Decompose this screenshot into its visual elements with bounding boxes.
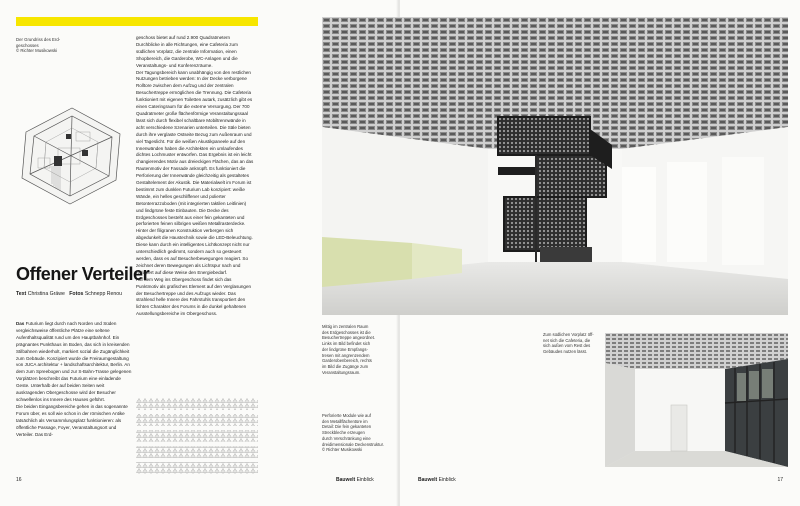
paragraph: geschoss bietet auf rund 2.900 Quadratmetern Durchblicke in alle Richtungen, eine Cafeteria zum südlichen Vorplatz, die zentrale Information, einen Shopbereich, die Garderobe, WC-Anlagen und die Veranstaltungs- und Konferenzräume. — [136, 35, 238, 68]
caption-line: © Richter Musikowski — [16, 48, 58, 54]
caption-line: Detail: Die fein gekanteten — [322, 424, 372, 430]
floorplan-drawing — [16, 104, 124, 208]
paragraph: Auf dem Weg ins Obergeschoss findet sich das Punktmotiv als grafisches Element auf den Verglasungen der Besuchertreppe und des Aufzugs wieder. Das strahlend helle Innere des Fahrstuhls transportiert den lichten Charakter des Forums in die dunkel gehaltenen Ausstellungsbereiche im Obergeschoss. — [136, 276, 252, 317]
interior-photo-forum — [322, 17, 788, 315]
caption-line: Perforierte Module wie auf — [322, 413, 371, 418]
page-number-left: 16 — [16, 477, 22, 483]
yellow-header-bar — [16, 17, 258, 26]
article-credits — [16, 291, 122, 297]
article-title: Offener Verteiler — [16, 264, 150, 284]
photo-caption-cafeteria — [543, 332, 601, 355]
section-name: Einblick — [438, 477, 456, 483]
paragraph-text: Futurium liegt durch nach Norden und Süden vergleichsweise öffentliche Plätze eine seltene Aufenthaltsqualität rund um den Hauptbahnhof. Ein prägnantes Punkthaus im Boden, das sich in kreisenden Stilbahnen wiederholt, markiert sozial die Zugänglichkeit zum Gebäude. Konzipiert wurde die Freiraumgestaltung von JUCA architektur + landschaftsarchitektur, Berlin. An dem zum Spreebogen und zur S-Bahn-Trasse gelegenen Vorplätzen beschreibt das Futurium eine einladende Geste. Unterhalb der auf beiden Seiten weit auskragenden Obergeschosse wird der Besucher schwellenlos ins Innere des Hauses geführt. — [16, 321, 132, 402]
running-footer-left — [336, 477, 374, 483]
credit-label-text: Text — [16, 291, 27, 297]
paragraph: Die beiden Eingangsbereiche gehen in das sogenannte Forum über, es soll wie schon in der römischen Antike tatsächlich als Versammlungsplatz funktionieren: als öffentliche Passage, Foyer, Veranstaltungsort und Verteiler. Das Erd- — [16, 403, 128, 437]
caption-line: Garderobenbereich, rechts — [322, 358, 372, 364]
caption-line: Mittig im zentralen Raum — [322, 324, 369, 329]
caption-line: der lindgrüne Empfangs- — [322, 346, 368, 352]
caption-line: geschosses — [16, 42, 39, 48]
caption-line: net sich die Cafeteria, die — [543, 337, 591, 343]
floorplan-caption — [16, 37, 76, 54]
caption-line: des Erdgeschosses ist die — [322, 329, 371, 335]
caption-line: durch Verschränkung eine — [322, 435, 371, 441]
running-footer-right — [418, 477, 456, 483]
caption-line: Zum südlichen Vorplatz öff- — [543, 332, 594, 337]
text-column-1 — [16, 321, 134, 497]
paragraph: Der Tagungsbereich kann unabhängig von den restlichen Nutzungen betrieben werden: In der Decke verborgene Rolltore zwischen dem Aufzug und der zentralen Besuchertreppe ermöglichen die Trennung. Die Cafeteria funktioniert mit eigenen Toiletten autark, zusätzlich gibt es einen Cateringraum für die externe Versorgung. Der 700 Quadratmeter große flächenförmige Veranstaltungssaal lässt sich durch flexibel schaltbare Mobiltrennwände in acht verschiedene Szenarien unterteilen. Die Säle bieten durch ihre verglaste Ostseite Bezug zum Außenraum und viel Tageslicht. Für die weißen Akustikpaneele auf den Innenwänden haben die Architekten ein umlaufendes dichtes Lochmuster entworfen. Das Ergebnis ist ein leicht changierendes Motiv aus dreieckigen Flächen, das an das Rautenmotiv der Fassade anknüpft. Es funktioniert die Perforierung der Innenwände gleichzeitig als gestaltetes Gestaltelement der Akustik. Die Materialwelt im Forum ist bestimmt zum dunklen Futurium Lab konzipiert: weiße Wände, ein helles geschliffener und polierter Betonterrazzoboden (mit integrierten taktilen Leitlinien) und lindgrüne feste Einbauten. Die Decke des Erdgeschosses besteht aus einer fein gekanteten und perforierten feinen silbrigen weißen Metallrasterdecke. Hinter der filigranen Konstruktion verbergen sich abgedunkelt die Haustechnik sowie die LED-Beleuchtung. Diese kann durch ein intelligentes Lichtkonzept nicht nur unterschiedlich gedimmt, sondern auch so gesteuert werden, dass es auf Besucherbewegungen reagiert. So zeichnet deren Bewegungen als Lichtspur nach und reduziert auf diese Weise den Energiebedarf. — [136, 69, 254, 275]
brand-name: Bauwelt — [418, 477, 438, 483]
caption-line: © Richter Musikowski — [322, 447, 363, 453]
credit-author: Christina Gräwe — [27, 291, 65, 297]
credit-label-photos: Fotos — [69, 291, 84, 297]
caption-line: Streckbleche erzeugen — [322, 430, 365, 436]
credit-photographer: Schnepp Renou — [84, 291, 123, 297]
caption-line: den Metallflächentüre im — [322, 418, 368, 424]
brand-name: Bauwelt — [336, 477, 356, 483]
caption-line: Veranstaltungsraum. — [322, 369, 361, 375]
photo-caption-main — [322, 324, 408, 375]
caption-line: dreidimensionale Deckenstruktur. — [322, 441, 384, 447]
lead-word: Das — [16, 321, 25, 326]
perforation-pattern-diagram — [136, 398, 258, 475]
section-name: Einblick — [356, 477, 374, 483]
caption-line: Gebäudes nutzen lässt. — [543, 349, 587, 355]
page-number-right: 17 — [777, 477, 783, 483]
paragraph — [16, 321, 134, 404]
photo-caption-detail — [322, 413, 408, 453]
caption-line: tresen mit angrenzendem — [322, 352, 370, 358]
caption-line: Links im Bild befindet sich — [322, 341, 371, 347]
caption-line: Der Grundriss des Erd- — [16, 37, 61, 42]
right-page — [322, 0, 800, 506]
cafeteria-photo — [605, 333, 788, 467]
caption-line: Besuchertreppe angeordnet. — [322, 335, 376, 341]
caption-line: im Bild die Zugänge zum — [322, 363, 369, 369]
caption-line: sich außen vom Rest des — [543, 343, 591, 349]
